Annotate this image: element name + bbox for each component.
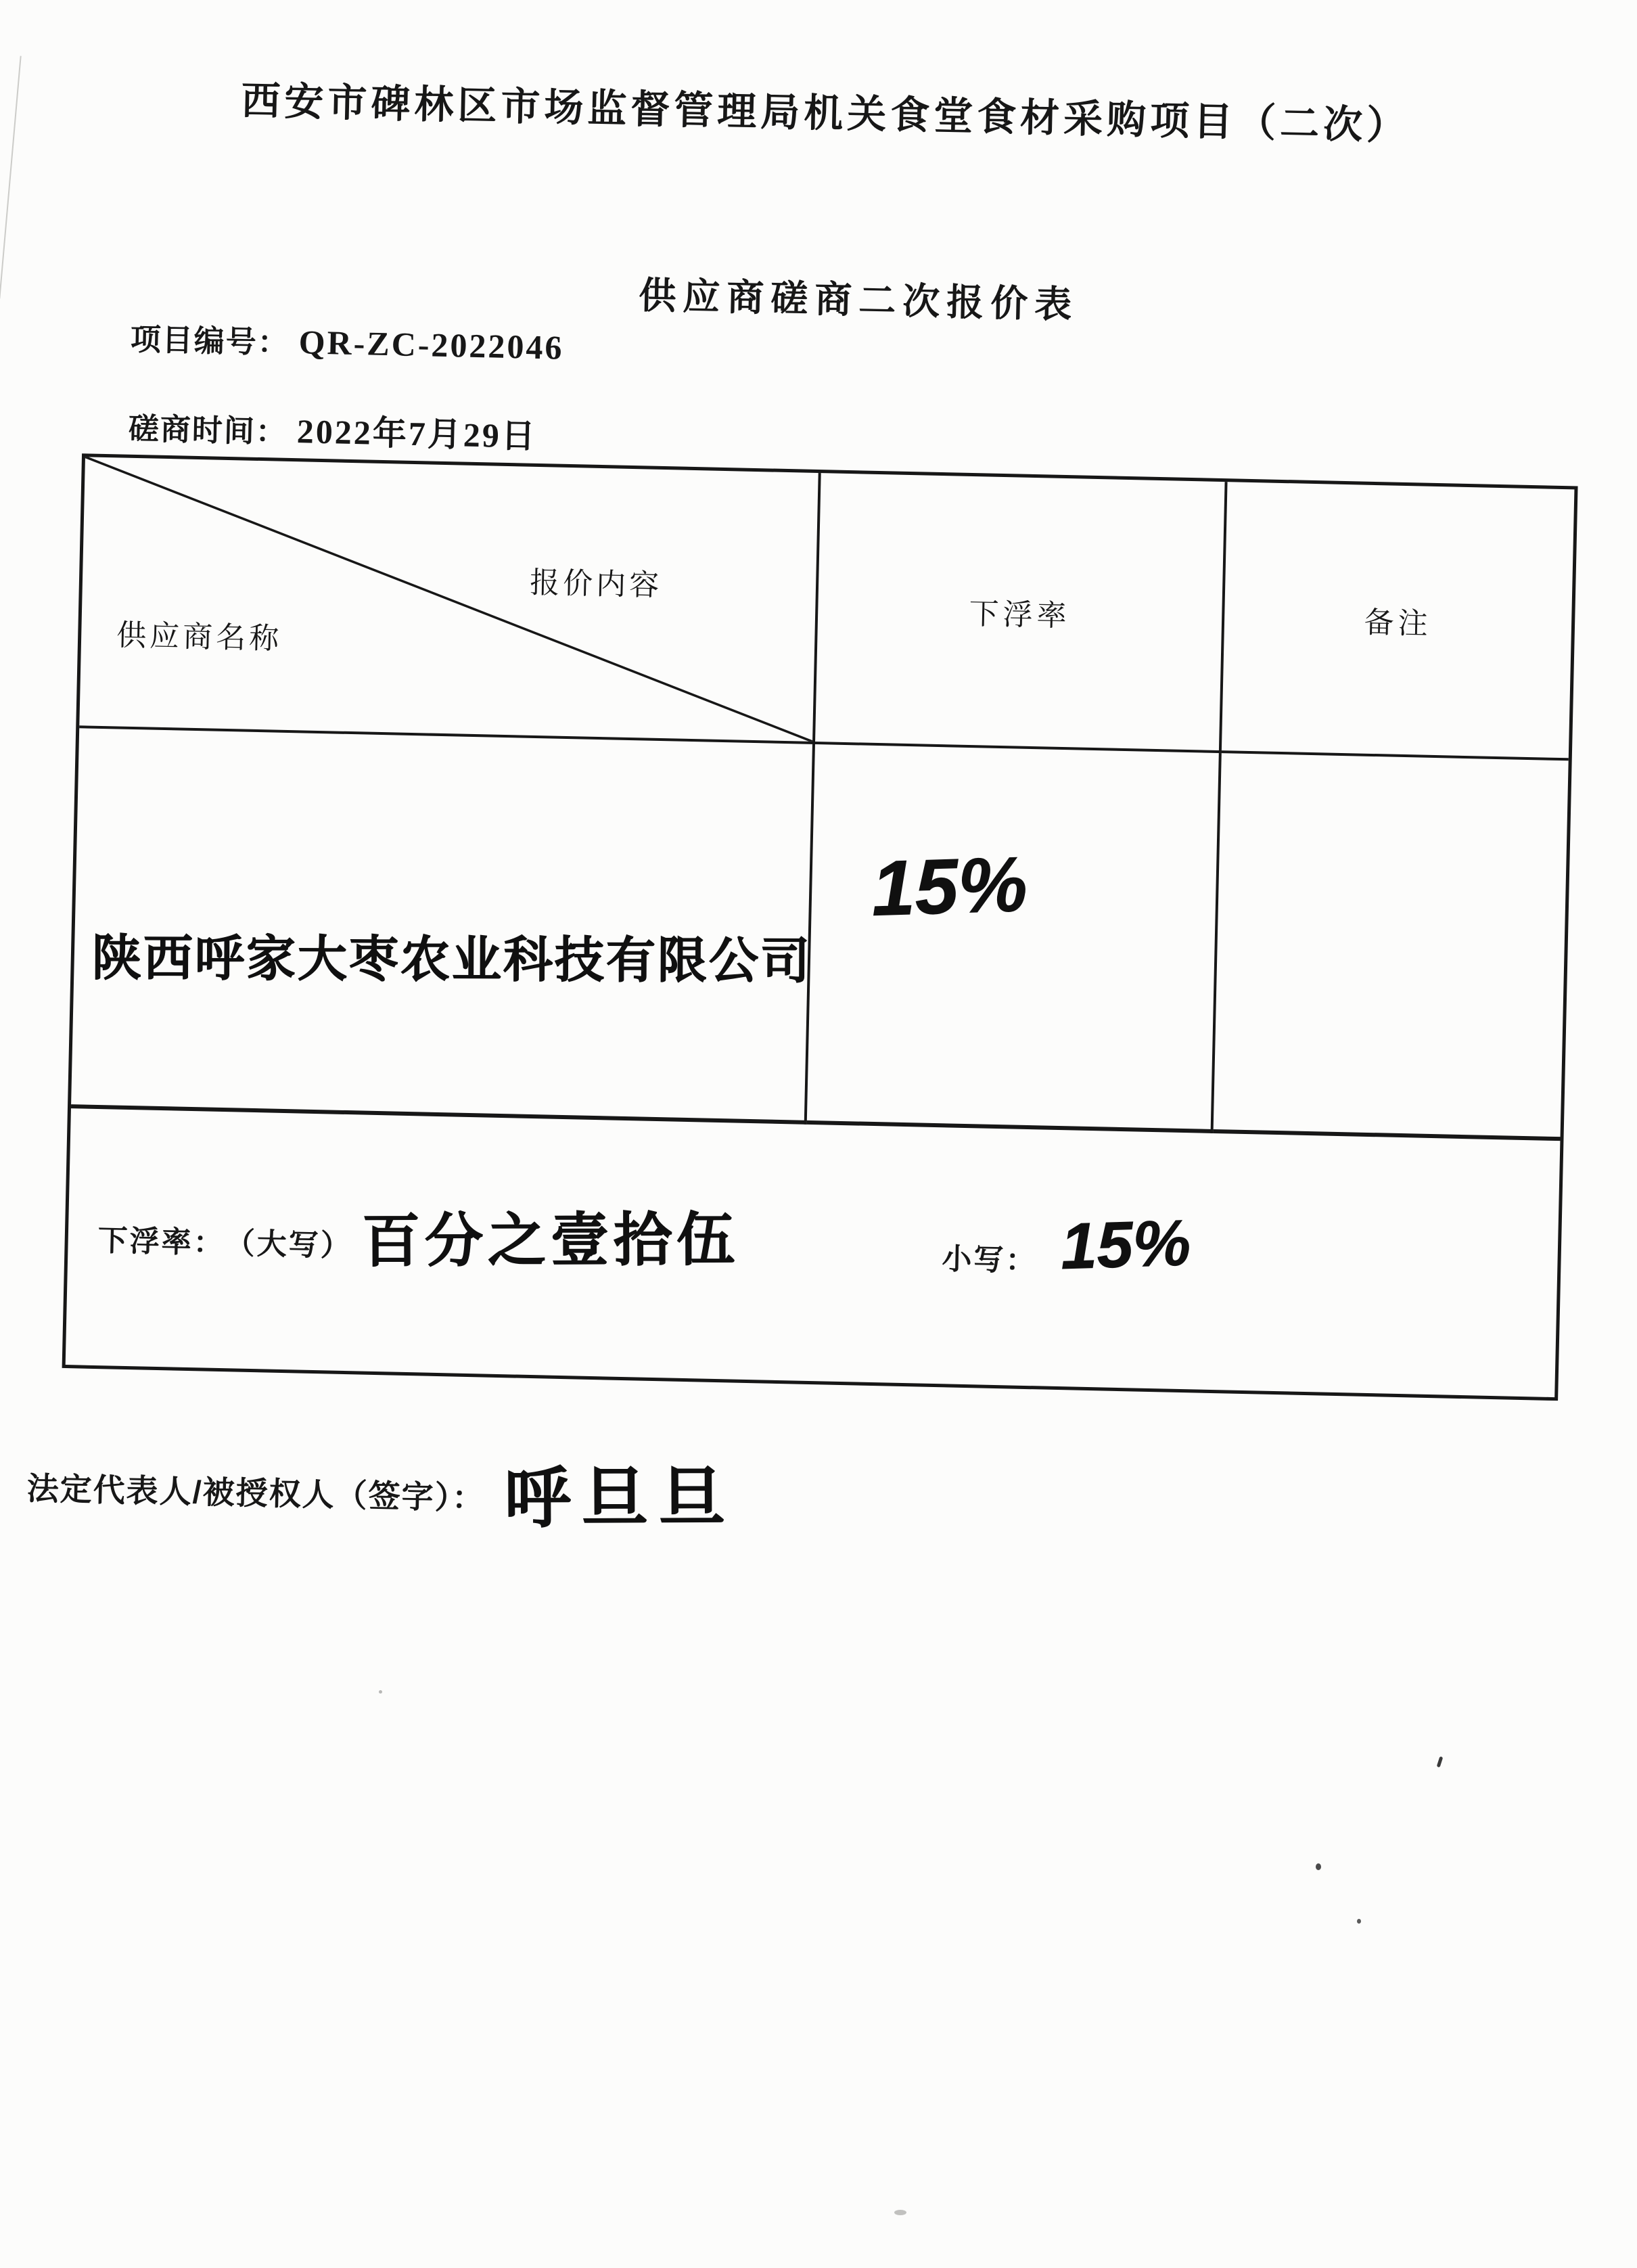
supplier-name-cell — [71, 728, 815, 1125]
form-title: 供应商磋商二次报价表 — [638, 274, 1079, 326]
project-number-label: 项目编号： — [130, 321, 290, 360]
diagonal-divider-line — [79, 457, 818, 742]
scan-speck — [1316, 1863, 1321, 1870]
project-number-value: QR-ZC-2022046 — [298, 323, 565, 367]
handwritten-discount-rate: 15% — [870, 840, 1029, 932]
scan-speck — [894, 2210, 906, 2215]
corner-header-quote-content: 报价内容 — [529, 566, 663, 602]
table-corner-cell — [79, 457, 821, 744]
remark-cell — [1213, 753, 1568, 1141]
summary-numeric-label: 小写： — [941, 1242, 1038, 1277]
project-number-line — [130, 315, 564, 368]
column-header-remark: 备注 — [1222, 482, 1575, 761]
signature-label: 法定代表人/被授权人（签字）： — [26, 1470, 486, 1516]
quotation-table — [62, 453, 1578, 1401]
summary-rate-label: 下浮率： — [97, 1223, 226, 1260]
meeting-time-label: 磋商时间： — [128, 411, 288, 449]
handwritten-numeric-value: 15% — [1059, 1206, 1192, 1283]
handwritten-supplier-name: 陕西呼家大枣农业科技有限公司 — [91, 930, 812, 989]
scan-speck — [379, 1690, 382, 1694]
meeting-time-value: 2022年7月29日 — [296, 412, 538, 455]
corner-header-supplier-name: 供应商名称 — [116, 618, 283, 656]
document-title: 西安市碑林区市场监督管理局机关食堂食材采购项目（二次） — [240, 78, 1410, 148]
handwritten-signature: 呼旦旦 — [504, 1459, 736, 1536]
handwritten-caps-value: 百分之壹拾伍 — [361, 1206, 740, 1274]
summary-row-cell — [66, 1108, 1561, 1397]
signature-line — [26, 1435, 736, 1546]
discount-rate-cell — [806, 744, 1221, 1133]
summary-caps-prefix: （大写） — [225, 1226, 353, 1263]
column-header-discount-rate: 下浮率 — [815, 473, 1228, 753]
meeting-time-line — [128, 401, 537, 458]
scan-speck — [1357, 1919, 1361, 1924]
